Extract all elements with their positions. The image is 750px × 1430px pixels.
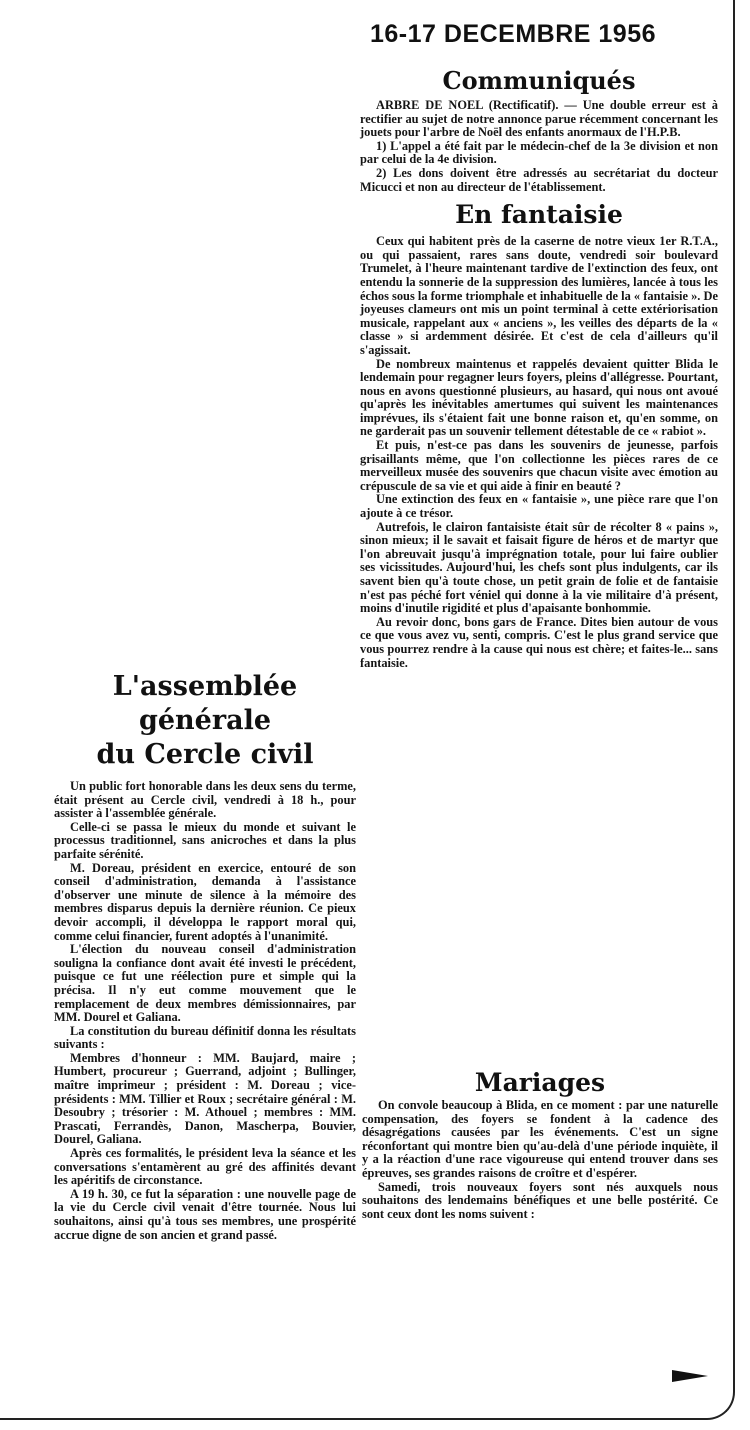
fantaisie-paragraph: Une extinction des feux en « fantaisie », une pièce rare que l'on ajoute à ce trésor. xyxy=(360,492,718,521)
assemblee-heading xyxy=(54,670,356,772)
fantaisie-paragraph: Ceux qui habitent près de la caserne de notre vieux 1er R.T.A., ou qui passaient, rares sans doute, vendredi soir boulevard Trumelet, à l'heure maintenant tardive de l'extinction des feux, ont entendu la sonnerie de la suppression des lumières, lancée à tous les échos sous la forme triomphale et inhabituelle de la « fantaisie ». De joyeuses clameurs ont mis un point terminal à cette extériorisation musicale, rappelant aux « anciens », les veilles des départs de la « classe » si ardemment désirée. Et c'est de cela d'ailleurs qu'il s'agissait. xyxy=(360,234,718,357)
assemblee-paragraph: Après ces formalités, le président leva la séance et les conversations s'entamèrent au gré des affinités devant les apéritifs de circonstance. xyxy=(54,1146,356,1188)
mariages-heading: Mariages xyxy=(474,1068,606,1097)
communiques-paragraph: 2) Les dons doivent être adressés au secrétariat du docteur Micucci et non au directeur de l'établissement. xyxy=(360,165,718,194)
fantaisie-paragraph: Autrefois, le clairon fantaisiste était sûr de récolter 8 « pains », sinon mieux; il le savait et faisait figure de héros et de martyr que l'on abreuvait jusqu'à imprégnation totale, pour lui faire oublier ses vicissitudes. Aujourd'hui, les chefs sont plus indulgents, car ils savent bien qu'à toute chose, un petit grain de folie et de fantaisie n'est pas péché fort véniel qui donne à la vie militaire d'à présent, moins d'inutile rigidité et plus d'apaisante bonhommie. xyxy=(360,519,718,616)
assemblee-paragraph: Celle-ci se passa le mieux du monde et suivant le processus traditionnel, sans anicroches et dans la plus parfaite sérénité. xyxy=(54,819,356,861)
issue-date: 16-17 DECEMBRE 1956 xyxy=(370,20,657,48)
mariages-body xyxy=(362,1099,718,1221)
assemblee-paragraph: L'élection du nouveau conseil d'administration souligna la confiance dont avait été investi le précédent, puisque ce fut une réélection pure et simple qui la précisa. Il n'y eut comme mouvement que le remplacement de deux membres démissionnaires, par MM. Dourel et Galiana. xyxy=(54,942,356,1025)
communiques-paragraph: ARBRE DE NOEL (Rectificatif). — Une double erreur est à rectifier au sujet de notre annonce parue récemment concernant les jouets pour l'arbre de Noël des enfants anormaux de l'H.P.B. xyxy=(360,98,718,140)
left-column xyxy=(54,670,356,1242)
communiques-body xyxy=(360,99,718,194)
assemblee-heading-line2: du Cercle civil xyxy=(96,739,314,770)
mariages-column xyxy=(362,1068,718,1221)
right-column xyxy=(360,62,718,670)
assemblee-paragraph: Un public fort honorable dans les deux sens du terme, était présent au Cercle civil, vendredi à 18 h., pour assister à l'assemblée générale. xyxy=(54,779,356,821)
mariages-paragraph: On convole beaucoup à Blida, en ce moment : par une naturelle compensation, des foyers se fondent à la cadence des désagrégations causées par les événements. C'est un signe réconfortant qui montre bien qu'au-delà d'une période inquiète, il y a la réaction d'une race vigoureuse qui entend trouver dans ses épreuves, ses grandes raisons de croître et d'espérer. xyxy=(362,1098,718,1180)
communiques-heading: Communiqués xyxy=(442,66,636,95)
assemblee-paragraph: A 19 h. 30, ce fut la séparation : une nouvelle page de la vie du Cercle civil venait d'être tournée. Nous lui souhaitons, ainsi qu'à tous ses membres, une prospérité accrue digne de son ancien et grand passé. xyxy=(54,1186,356,1242)
mariages-paragraph: Samedi, trois nouveaux foyers sont nés auxquels nous souhaitons des lendemains bénéfiques et une belle postérité. Ce sont ceux dont les noms suivent : xyxy=(362,1179,718,1221)
assemblee-paragraph: La constitution du bureau définitif donna les résultats suivants : xyxy=(54,1023,356,1052)
assemblee-heading-line1: L'assemblée générale xyxy=(112,671,298,736)
assemblee-paragraph: M. Doreau, président en exercice, entouré de son conseil d'administration, demanda à l'assistance d'observer une minute de silence à la mémoire des membres disparus depuis la dernière réunion. Ce pieux devoir accompli, il développa le rapport moral qui, comme celui financier, furent adoptés à l'unanimité. xyxy=(54,860,356,943)
communiques-paragraph: 1) L'appel a été fait par le médecin-chef de la 3e division et non par celui de la 4e division. xyxy=(360,138,718,167)
assemblee-paragraph: Membres d'honneur : MM. Baujard, maire ; Humbert, procureur ; Guerrand, adjoint ; Bullinger, maître imprimeur ; président : M. Doreau ; vice-présidents : MM. Tillier et Roux ; secrétaire général : M. Desoubry ; trésorier : M. Athouel ; membres : MM. Prascati, Ferrandès, Danon, Mascherpa, Bouvier, Dourel, Galiana. xyxy=(54,1050,356,1147)
fantaisie-paragraph: Au revoir donc, bons gars de France. Dites bien autour de vous ce que vous avez vu, senti, compris. C'est le plus grand service que vous pourrez rendre à la cause qui nous est chère; et faites-le... sans fantaisie. xyxy=(360,614,718,670)
continuation-arrow-icon xyxy=(672,1370,708,1382)
fantaisie-paragraph: De nombreux maintenus et rappelés devaient quitter Blida le lendemain pour regagner leurs foyers, pleins d'allégresse. Pourtant, nous en avons questionné plusieurs, au hasard, qui nous ont avoué qu'après les inévitables amertumes qui suivent les maintenances imprévues, ils s'étaient fait une bonne raison et, qu'en somme, on ne garderait pas un souvenir tellement détestable de ce « rabiot ». xyxy=(360,356,718,439)
assemblee-body xyxy=(54,780,356,1242)
fantaisie-paragraph: Et puis, n'est-ce pas dans les souvenirs de jeunesse, parfois grisaillants même, que l'on collectionne les pièces rares de ce merveilleux musée des souvenirs que chacun visite avec émotion au crépuscule de sa vie et qui aide à finir en beauté ? xyxy=(360,438,718,493)
fantaisie-heading: En fantaisie xyxy=(455,200,623,230)
fantaisie-body xyxy=(360,235,718,670)
